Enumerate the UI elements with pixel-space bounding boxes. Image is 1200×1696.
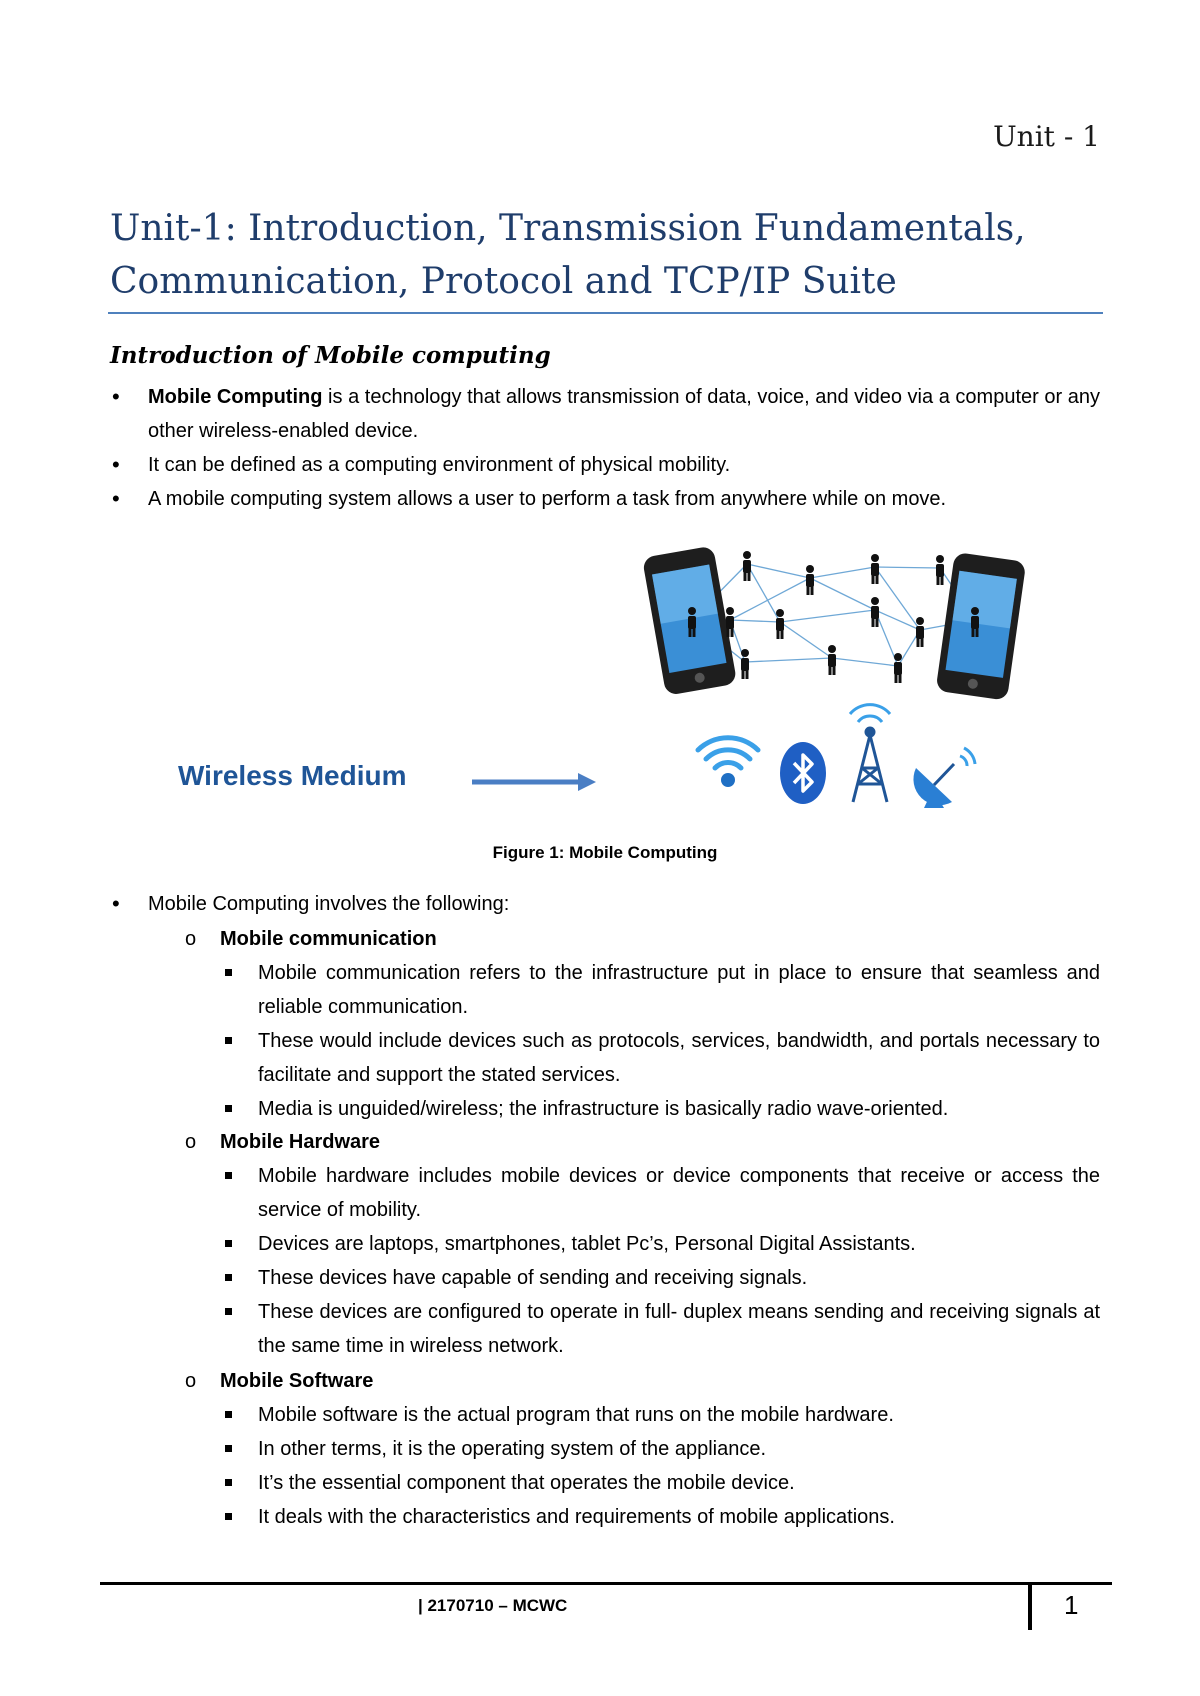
subsection-heading: o Mobile Hardware	[185, 1125, 1100, 1159]
wifi-icon	[698, 738, 758, 787]
satellite-dish-icon	[913, 748, 975, 808]
figure-caption: Figure 1: Mobile Computing	[492, 843, 718, 862]
subsection-items	[185, 1398, 1100, 1534]
involves-bullet-list	[110, 887, 1100, 921]
radio-tower-icon	[850, 705, 890, 802]
subsection-heading: o Mobile communication	[185, 922, 1100, 956]
subsection-mobile-communication	[185, 922, 1100, 1126]
list-item: Mobile communication refers to the infrastructure put in place to ensure that seamless and reliable communication.	[220, 956, 1100, 1024]
wireless-medium-label: Wireless Medium	[178, 760, 407, 791]
list-item: It’s the essential component that operates the mobile device.	[220, 1466, 1100, 1500]
arrow-right-icon	[470, 770, 600, 794]
page-title	[110, 202, 1110, 308]
unit-label: Unit - 1	[993, 120, 1100, 153]
intro-bullet-1	[110, 380, 1100, 448]
section-heading-introduction: Introduction of Mobile computing	[110, 342, 551, 369]
list-item: Devices are laptops, smartphones, tablet Pc’s, Personal Digital Assistants.	[220, 1227, 1100, 1261]
list-item: Mobile hardware includes mobile devices or device components that receive or access the service of mobility.	[220, 1159, 1100, 1227]
footer-rule	[100, 1582, 1112, 1585]
intro-bullet-3: • A mobile computing system allows a user to perform a task from anywhere while on move.	[110, 482, 1100, 516]
bluetooth-icon	[780, 742, 826, 804]
subsection-items	[185, 1159, 1100, 1363]
involves-lead: • Mobile Computing involves the following:	[110, 887, 1100, 921]
footer-course-code: | 2170710 – MCWC	[418, 1596, 568, 1615]
list-item: In other terms, it is the operating system of the appliance.	[220, 1432, 1100, 1466]
intro-bullet-2: • It can be defined as a computing environment of physical mobility.	[110, 448, 1100, 482]
list-item: These devices have capable of sending and receiving signals.	[220, 1261, 1100, 1295]
page-number: 1	[1064, 1590, 1079, 1620]
list-item: Media is unguided/wireless; the infrastructure is basically radio wave-oriented.	[220, 1092, 1100, 1126]
subsection-mobile-software	[185, 1364, 1100, 1534]
subsection-mobile-hardware	[185, 1125, 1100, 1363]
page-title-line1: Unit-1: Introduction, Transmission Fundamentals,	[110, 208, 1026, 249]
subsection-items	[185, 956, 1100, 1126]
smartphone-icon-right	[936, 552, 1027, 701]
list-item: It deals with the characteristics and requirements of mobile applications.	[220, 1500, 1100, 1534]
page-title-line2: Communication, Protocol and TCP/IP Suite	[110, 261, 897, 302]
footer-divider	[1028, 1584, 1032, 1630]
list-item: Mobile software is the actual program that runs on the mobile hardware.	[220, 1398, 1100, 1432]
subsection-heading: o Mobile Software	[185, 1364, 1100, 1398]
mobile-computing-figure	[620, 540, 1040, 820]
list-item: These would include devices such as protocols, services, bandwidth, and portals necessary to facilitate and support the stated services.	[220, 1024, 1100, 1092]
title-underline	[108, 312, 1103, 314]
intro-bullet-list	[110, 380, 1100, 516]
intro-bullet-1-text: is a technology that allows transmission of data, voice, and video via a computer or any other wireless-enabled device.	[148, 386, 1100, 442]
list-item: These devices are configured to operate in full- duplex means sending and receiving signals at the same time in wireless network.	[220, 1295, 1100, 1363]
term-mobile-computing: Mobile Computing	[148, 386, 323, 408]
